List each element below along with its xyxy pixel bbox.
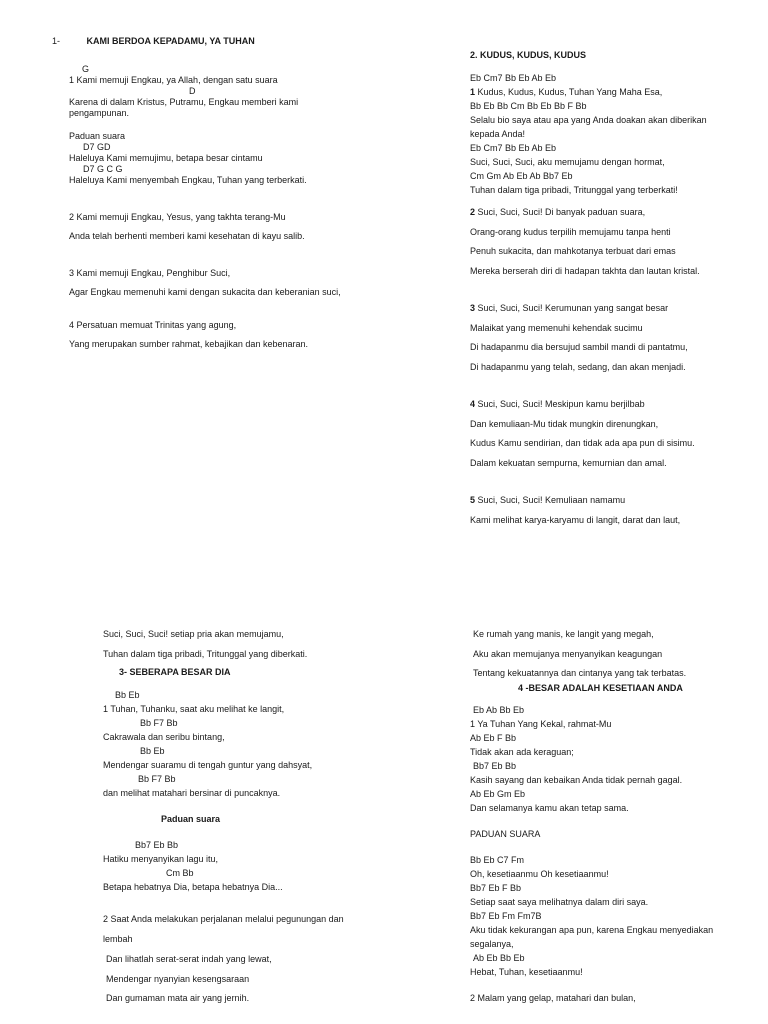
song1-number: 1- — [52, 36, 61, 46]
lyric-line: Dan selamanya kamu akan tetap sama. — [470, 803, 629, 813]
lyric-line: Hebat, Tuhan, kesetiaanmu! — [470, 967, 583, 977]
lyric-line: Cakrawala dan seribu bintang, — [103, 732, 225, 742]
lyric-line: Di hadapanmu yang telah, sedang, dan akan menjadi. — [470, 362, 686, 372]
lyric-line: dan melihat matahari bersinar di puncaknya. — [103, 788, 281, 798]
lyric-line: Oh, kesetiaanmu Oh kesetiaanmu! — [470, 869, 609, 879]
chord-line: D7 G C G — [83, 164, 123, 174]
song2-title: 2. KUDUS, KUDUS, KUDUS — [470, 50, 587, 60]
lyric-line: Aku tidak kekurangan apa pun, karena Engkau menyediakan — [470, 925, 714, 935]
lyric-line: Karena di dalam Kristus, Putramu, Engkau memberi kami — [69, 97, 299, 107]
lyric-line: Selalu bio saya atau apa yang Anda doakan akan diberikan — [470, 115, 707, 125]
lyric-line: 4 Persatuan memuat Trinitas yang agung, — [69, 320, 237, 330]
chord-line: Bb Eb Bb Cm Bb Eb Bb F Bb — [470, 101, 587, 111]
chord-line: Bb7 Eb Fm Fm7B — [470, 911, 542, 921]
lyric-line: Setiap saat saya melihatnya dalam diri saya. — [470, 897, 649, 907]
chord-line: Bb7 Eb F Bb — [470, 883, 522, 893]
lyric-line: 2 Malam yang gelap, matahari dan bulan, — [470, 993, 636, 1003]
lyric-line: Dan lihatlah serat-serat indah yang lewat, — [106, 954, 272, 964]
lyric-line: Kami melihat karya-karyamu di langit, darat dan laut, — [470, 515, 681, 525]
verse-number: 1 — [470, 87, 476, 97]
lyric-line: Tuhan dalam tiga pribadi, Tritunggal yang terberkati! — [470, 185, 678, 195]
lyric-line: Agar Engkau memenuhi kami dengan sukacita dan keberanian suci, — [69, 287, 341, 297]
chord-line: Bb Eb — [115, 690, 140, 700]
chord-line: Cm Gm Ab Eb Ab Bb7 Eb — [470, 171, 573, 181]
song2-block — [470, 50, 707, 534]
chorus-label: PADUAN SUARA — [470, 829, 541, 839]
song1-body — [69, 64, 341, 350]
lyric-line: Kudus Kamu sendirian, dan tidak ada apa pun di sisimu. — [470, 438, 695, 448]
chord-line: G — [82, 64, 90, 74]
lyric-line: Dan gumaman mata air yang jernih. — [106, 993, 250, 1003]
lyric-line: Suci, Suci, Suci, aku memujamu dengan hormat, — [470, 157, 665, 167]
lyric-line: Dalam kekuatan sempurna, kemurnian dan amal. — [470, 458, 667, 468]
lyric-line: segalanya, — [470, 939, 514, 949]
lyric-line: Tentang kekuatannya dan cintanya yang tak terbatas. — [473, 668, 687, 678]
lyric-line: Tidak akan ada keraguan; — [470, 747, 574, 757]
chord-line: Bb Eb — [140, 746, 165, 756]
chord-line: Eb Cm7 Bb Eb Ab Eb — [470, 73, 557, 83]
chord-line: Bb F7 Bb — [138, 774, 176, 784]
lyric-line: 2 Kami memuji Engkau, Yesus, yang takhta terang-Mu — [69, 212, 286, 222]
verse-number: 2 — [470, 207, 476, 217]
chord-line: Ab Eb Gm Eb — [470, 789, 526, 799]
lyric-line: Mereka berserah diri di hadapan takhta dan lautan kristal. — [470, 266, 700, 276]
verse-number: 3 — [470, 303, 476, 313]
page2-right — [470, 629, 713, 1007]
lyric-line: Ke rumah yang manis, ke langit yang megah, — [473, 629, 654, 639]
lyric-line: Betapa hebatnya Dia, betapa hebatnya Dia... — [103, 882, 283, 892]
chorus-label: Paduan suara — [69, 131, 126, 141]
lyric-line: Aku akan memujanya menyanyikan keagungan — [473, 649, 663, 659]
chord-line: Ab Eb F Bb — [470, 733, 517, 743]
lyric-line: Mendengar suaramu di tengah guntur yang dahsyat, — [103, 760, 313, 770]
lyric-line: 2 Saat Anda melakukan perjalanan melalui pegunungan dan — [103, 914, 344, 924]
lyric-line: Anda telah berhenti memberi kami kesehatan di kayu salib. — [69, 231, 305, 241]
song3-title: 3- SEBERAPA BESAR DIA — [119, 667, 231, 677]
lyric-line: Haleluya Kami menyembah Engkau, Tuhan yang terberkati. — [69, 175, 307, 185]
chord-line: Bb Eb C7 Fm — [470, 855, 525, 865]
chord-line: Bb7 Eb Bb — [135, 840, 179, 850]
lyric-line: 1 Tuhan, Tuhanku, saat aku melihat ke langit, — [103, 704, 285, 714]
chord-line: D — [189, 86, 196, 96]
lyric-line: Kudus, Kudus, Kudus, Tuhan Yang Maha Esa, — [475, 87, 663, 97]
page2-left — [103, 629, 344, 1012]
lyric-line: pengampunan. — [69, 108, 130, 118]
lyric-line: Yang merupakan sumber rahmat, kebajikan dan kebenaran. — [69, 339, 308, 349]
verse-number: 5 — [470, 495, 476, 505]
lyric-line: Suci, Suci, Suci! setiap pria akan memujamu, — [103, 629, 284, 639]
chord-line: Bb7 Eb Bb — [473, 761, 517, 771]
chord-line: Eb Cm7 Bb Eb Ab Eb — [470, 143, 557, 153]
song1-title: KAMI BERDOA KEPADAMU, YA TUHAN — [86, 36, 255, 46]
lyric-line: Penuh sukacita, dan mahkotanya terbuat dari emas — [470, 246, 676, 256]
lyric-line: kepada Anda! — [470, 129, 526, 139]
lyric-line: Haleluya Kami memujimu, betapa besar cintamu — [69, 153, 263, 163]
chord-line: Cm Bb — [166, 868, 194, 878]
song4-title: 4 -BESAR ADALAH KESETIAAN ANDA — [518, 683, 683, 693]
lyric-line: 1 Ya Tuhan Yang Kekal, rahmat-Mu — [470, 719, 612, 729]
chord-line: Bb F7 Bb — [140, 718, 178, 728]
song1-block — [52, 36, 255, 47]
lyric-line: Suci, Suci, Suci! Kerumunan yang sangat besar — [475, 303, 669, 313]
lyric-line: Suci, Suci, Suci! Di banyak paduan suara, — [475, 207, 646, 217]
lyric-line: Kasih sayang dan kebaikan Anda tidak pernah gagal. — [470, 775, 683, 785]
chord-line: Ab Eb Bb Eb — [473, 953, 525, 963]
lyric-line: Suci, Suci, Suci! Meskipun kamu berjilbab — [475, 399, 645, 409]
lyric-line: Hatiku menyanyikan lagu itu, — [103, 854, 219, 864]
lyric-line: Di hadapanmu dia bersujud sambil mandi di pantatmu, — [470, 342, 688, 352]
verse-number: 4 — [470, 399, 476, 409]
lyric-line: lembah — [103, 934, 133, 944]
lyric-line: Orang-orang kudus terpilih memujamu tanpa henti — [470, 227, 671, 237]
lyric-line: 1 Kami memuji Engkau, ya Allah, dengan satu suara — [69, 75, 278, 85]
lyric-line: Malaikat yang memenuhi kehendak sucimu — [470, 323, 643, 333]
lyric-line: Suci, Suci, Suci! Kemuliaan namamu — [475, 495, 626, 505]
chorus-label: Paduan suara — [161, 814, 221, 824]
lyric-line: Tuhan dalam tiga pribadi, Tritunggal yang diberkati. — [103, 649, 308, 659]
lyric-line: Dan kemuliaan-Mu tidak mungkin direnungkan, — [470, 419, 659, 429]
chord-line: Eb Ab Bb Eb — [473, 705, 525, 715]
chord-line: D7 GD — [83, 142, 111, 152]
lyric-line: 3 Kami memuji Engkau, Penghibur Suci, — [69, 268, 231, 278]
lyric-line: Mendengar nyanyian kesengsaraan — [106, 974, 250, 984]
